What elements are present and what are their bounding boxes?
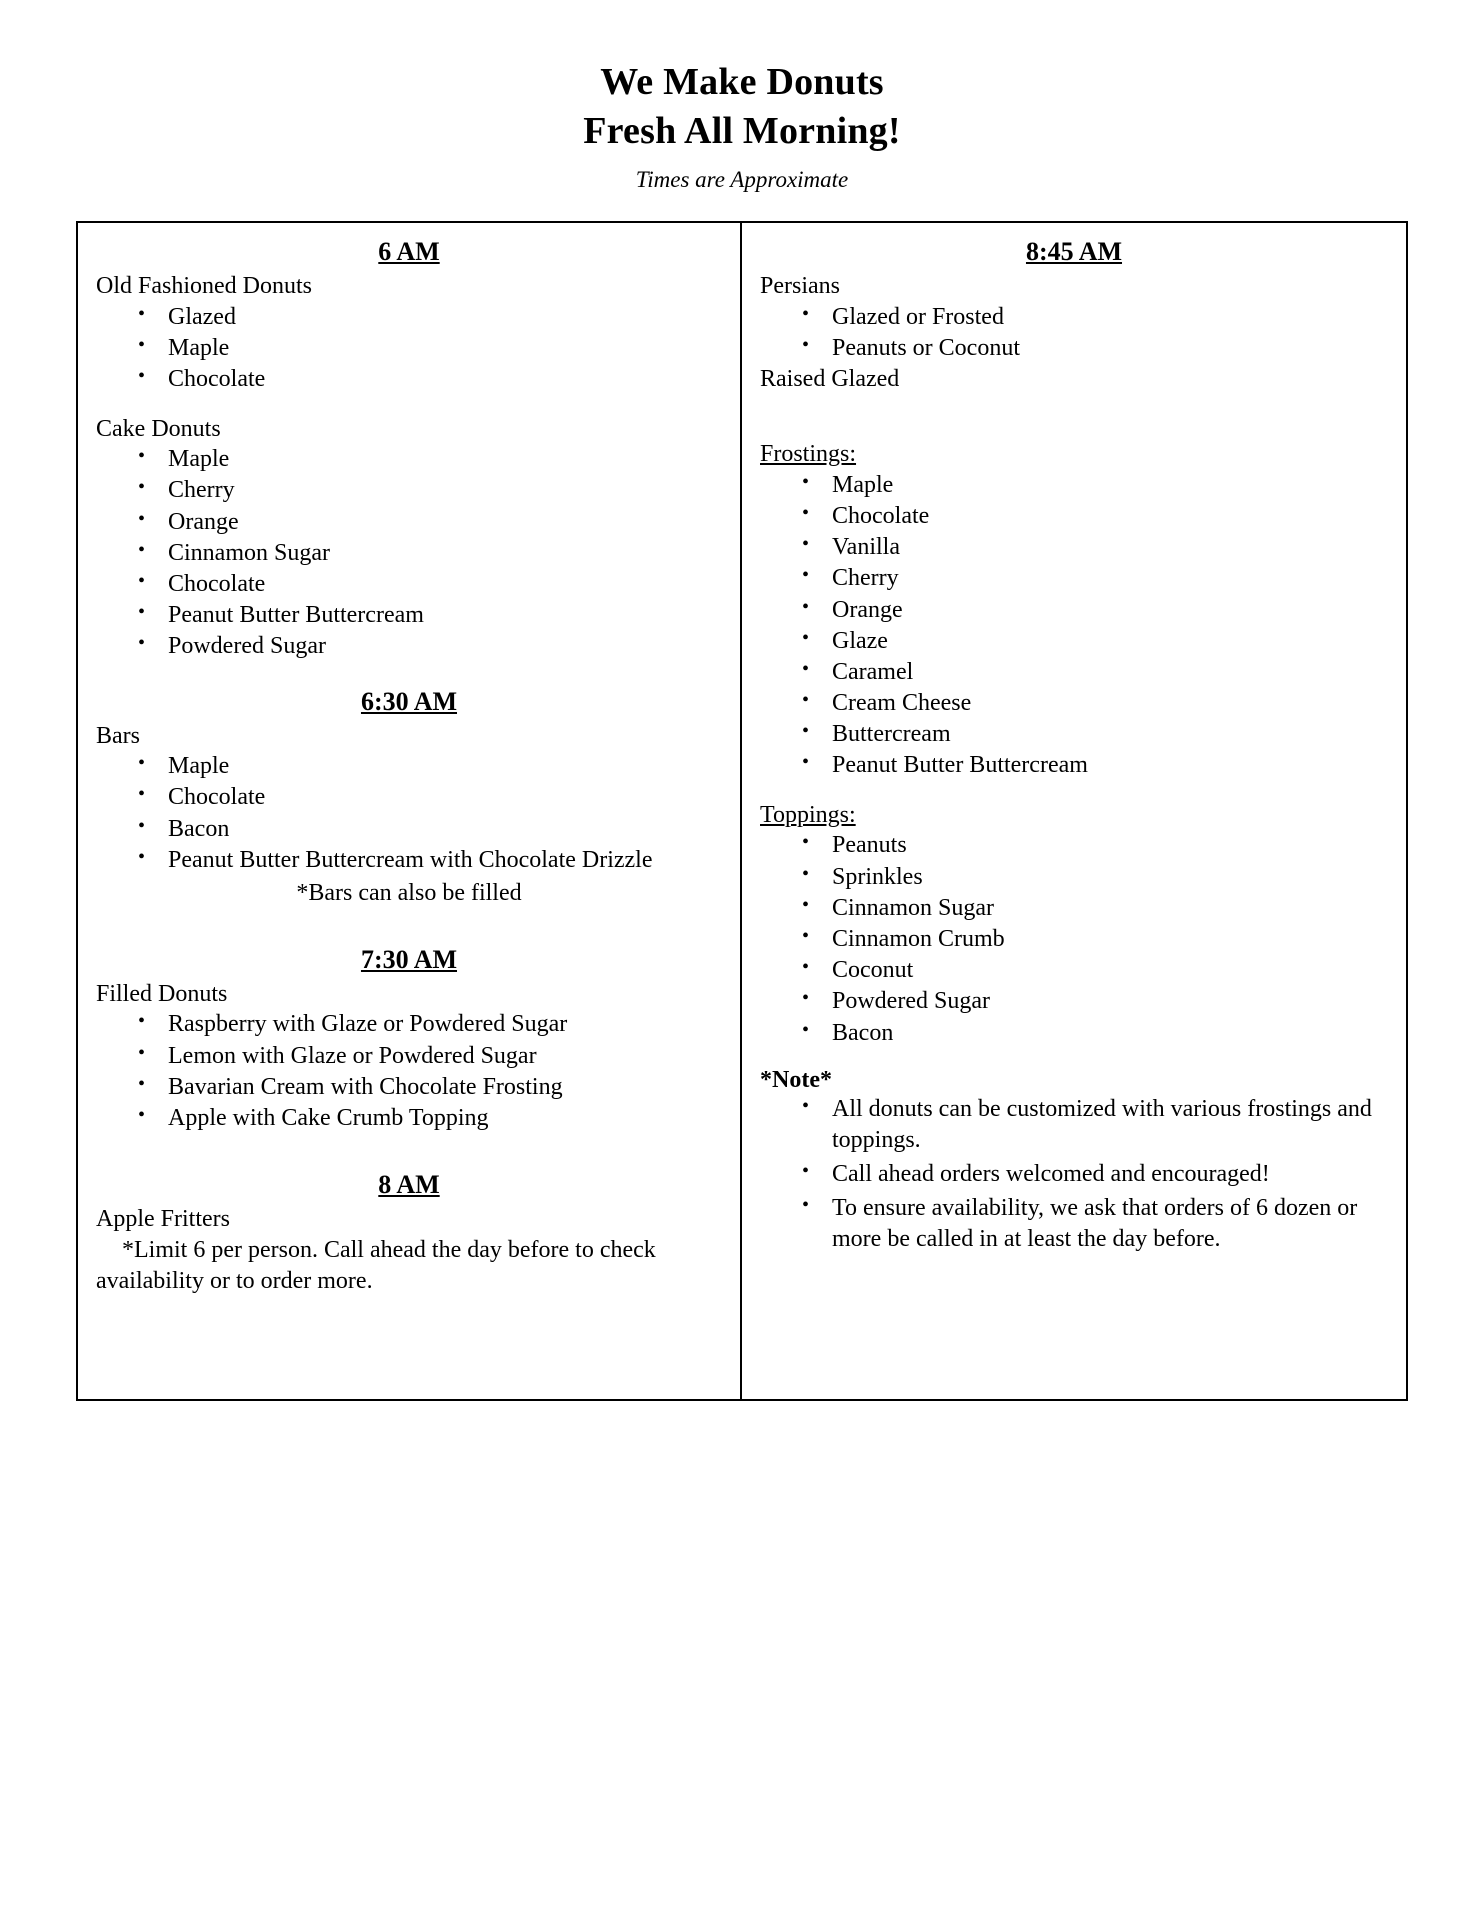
list-persians — [760, 302, 1388, 364]
list-item: • Bavarian Cream with Chocolate Frosting — [130, 1072, 722, 1103]
list-item: • Caramel — [794, 657, 1388, 688]
category-apple-fritters: Apple Fritters — [96, 1206, 230, 1233]
list-item: • Chocolate — [130, 782, 722, 813]
spacer — [96, 1134, 722, 1164]
list-item: • Bacon — [130, 814, 722, 845]
list-item: • Sprinkles — [794, 862, 1388, 893]
spacer — [96, 909, 722, 939]
menu-column-right — [742, 223, 1406, 1399]
spacer — [760, 782, 1388, 800]
list-item: • Maple — [130, 751, 722, 782]
list-item: • Powdered Sugar — [130, 631, 722, 662]
list-item: • Call ahead orders welcomed and encouraged! — [794, 1159, 1388, 1191]
list-item: • Cherry — [794, 563, 1388, 594]
list-item: • Peanut Butter Buttercream — [794, 750, 1388, 781]
list-notes — [760, 1094, 1388, 1256]
category-raised-glazed: Raised Glazed — [760, 366, 900, 393]
spacer — [96, 396, 722, 414]
category-old-fashioned-donuts: Old Fashioned Donuts — [96, 273, 312, 300]
note-apple-fritters-limit: *Limit 6 per person. Call ahead the day before to check availability or to order more. — [96, 1236, 656, 1295]
list-filled-donuts — [96, 1009, 722, 1134]
list-item: • Glazed or Frosted — [794, 302, 1388, 333]
list-item: • Glaze — [794, 626, 1388, 657]
list-item: • Chocolate — [130, 364, 722, 395]
list-item: • To ensure availability, we ask that orders of 6 dozen or more be called in at least the day before. — [794, 1193, 1388, 1256]
list-item: • Orange — [130, 507, 722, 538]
list-item: • Peanuts — [794, 830, 1388, 861]
list-item: • All donuts can be customized with various frostings and toppings. — [794, 1094, 1388, 1157]
list-toppings — [760, 830, 1388, 1048]
list-old-fashioned-donuts — [96, 302, 722, 396]
list-item: • Peanut Butter Buttercream with Chocolate Drizzle — [130, 845, 722, 876]
list-item: • Peanut Butter Buttercream — [130, 600, 722, 631]
menu-column-left — [78, 223, 742, 1399]
page-title-line-2: Fresh All Morning! — [583, 109, 901, 152]
list-bars — [96, 751, 722, 876]
list-item: • Vanilla — [794, 532, 1388, 563]
list-item: • Cream Cheese — [794, 688, 1388, 719]
list-item: • Chocolate — [794, 501, 1388, 532]
list-item: • Cherry — [130, 475, 722, 506]
category-bars: Bars — [96, 722, 140, 749]
category-persians: Persians — [760, 273, 840, 300]
list-item: • Buttercream — [794, 719, 1388, 750]
spacer — [96, 663, 722, 681]
category-cake-donuts: Cake Donuts — [96, 415, 221, 442]
note-bars-filled: *Bars can also be filled — [296, 880, 522, 907]
list-item: • Chocolate — [130, 569, 722, 600]
list-item: • Powdered Sugar — [794, 986, 1388, 1017]
heading-toppings — [760, 800, 1388, 831]
heading-frostings-label: Frostings: — [760, 441, 857, 468]
list-item: • Apple with Cake Crumb Topping — [130, 1103, 722, 1134]
time-heading-8am: 8 AM — [378, 1170, 440, 1200]
list-item: • Cinnamon Crumb — [794, 924, 1388, 955]
list-item: • Peanuts or Coconut — [794, 333, 1388, 364]
list-item: • Glazed — [130, 302, 722, 333]
spacer — [760, 395, 1388, 439]
list-frostings — [760, 470, 1388, 782]
list-item: • Lemon with Glaze or Powdered Sugar — [130, 1041, 722, 1072]
spacer — [760, 1049, 1388, 1067]
heading-toppings-label: Toppings: — [760, 801, 856, 828]
list-item: • Cinnamon Sugar — [130, 538, 722, 569]
list-item: • Maple — [794, 470, 1388, 501]
time-heading-630am: 6:30 AM — [360, 686, 458, 716]
category-filled-donuts: Filled Donuts — [96, 980, 228, 1007]
list-item: • Orange — [794, 595, 1388, 626]
time-heading-730am: 7:30 AM — [360, 944, 458, 974]
list-item: • Maple — [130, 333, 722, 364]
document-header — [0, 0, 1484, 193]
list-item: • Coconut — [794, 955, 1388, 986]
list-item: • Raspberry with Glaze or Powdered Sugar — [130, 1009, 722, 1040]
menu-table — [76, 221, 1408, 1401]
time-heading-845am: 8:45 AM — [1025, 237, 1123, 267]
page-title-line-1: We Make Donuts — [600, 61, 884, 103]
heading-note: *Note* — [760, 1066, 832, 1093]
heading-frostings — [760, 439, 1388, 470]
list-cake-donuts — [96, 444, 722, 662]
list-item: • Maple — [130, 444, 722, 475]
time-heading-6am: 6 AM — [378, 237, 440, 267]
list-item: • Cinnamon Sugar — [794, 893, 1388, 924]
page-subtitle: Times are Approximate — [635, 167, 849, 193]
list-item: • Bacon — [794, 1018, 1388, 1049]
